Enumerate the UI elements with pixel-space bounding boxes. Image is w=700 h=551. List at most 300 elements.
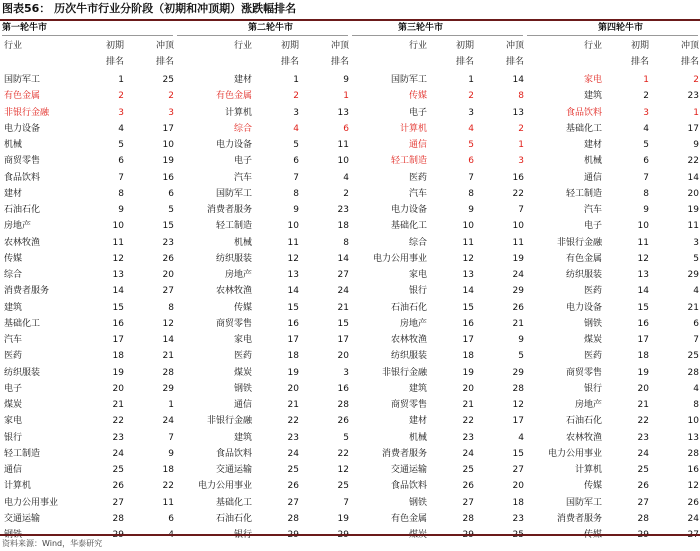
peak-rank: 17 [687, 123, 699, 134]
peak-rank: 14 [512, 75, 524, 85]
peak-rank: 9 [168, 448, 174, 459]
peak-rank: 11 [162, 497, 174, 508]
peak-rank: 8 [343, 237, 349, 248]
industry-name: 轻工制造 [565, 188, 602, 199]
early-rank: 15 [112, 302, 124, 313]
industry-name: 钢铁 [233, 383, 252, 394]
peak-rank: 7 [693, 335, 699, 345]
early-rank: 6 [468, 156, 474, 167]
industry-name: 银行 [4, 432, 23, 443]
peak-rank: 21 [512, 318, 524, 329]
peak-rank: 10 [162, 140, 174, 150]
industry-name: 煤炭 [4, 400, 23, 410]
peak-rank: 23 [687, 91, 699, 102]
early-rank: 12 [637, 253, 649, 264]
peak-rank: 24 [512, 270, 524, 280]
industry-name: 纺织服装 [4, 367, 41, 378]
peak-rank: 28 [687, 367, 699, 378]
early-rank: 21 [637, 400, 649, 410]
peak-rank: 5 [693, 253, 699, 264]
industry-name: 商贸零售 [390, 400, 427, 410]
early-rank: 26 [637, 481, 649, 492]
early-rank: 26 [462, 481, 474, 492]
industry-name: 电力设备 [4, 123, 41, 134]
early-rank: 8 [118, 188, 124, 199]
industry-name: 传媒 [583, 481, 602, 492]
early-rank: 25 [637, 465, 649, 475]
peak-rank: 23 [512, 513, 524, 524]
industry-name: 基础化工 [565, 123, 602, 134]
bottom-rule [0, 534, 700, 536]
peak-rank: 29 [687, 270, 699, 280]
peak-rank: 20 [687, 188, 699, 199]
early-rank: 21 [112, 400, 124, 410]
early-rank: 8 [468, 188, 474, 199]
early-rank: 10 [637, 221, 649, 232]
industry-name: 农林牧渔 [215, 286, 252, 297]
early-rank: 19 [462, 367, 474, 378]
industry-name: 综合 [233, 123, 252, 134]
early-rank: 6 [293, 156, 299, 167]
industry-name: 纺织服装 [565, 270, 602, 280]
early-rank: 13 [637, 270, 649, 280]
peak-rank: 4 [343, 172, 349, 183]
header-early: 初期 [455, 41, 474, 51]
industry-name: 国防军工 [4, 75, 41, 85]
industry-name: 商贸零售 [4, 156, 41, 167]
industry-name: 建筑 [583, 91, 602, 102]
early-rank: 20 [462, 383, 474, 394]
header-early-rank: 排名 [105, 57, 124, 67]
early-rank: 27 [637, 497, 649, 508]
header-early: 初期 [630, 41, 649, 51]
peak-rank: 12 [337, 465, 349, 475]
peak-rank: 11 [687, 221, 699, 232]
peak-rank: 19 [337, 513, 349, 524]
industry-name: 石油石化 [390, 302, 427, 313]
industry-name: 传媒 [233, 302, 252, 313]
early-rank: 7 [468, 172, 474, 183]
round-table [0, 21, 175, 534]
industry-name: 轻工制造 [390, 156, 427, 167]
industry-name: 纺织服装 [390, 351, 427, 362]
industry-name: 食品饮料 [565, 107, 602, 118]
industry-name: 医药 [233, 351, 252, 362]
peak-rank: 27 [162, 286, 174, 297]
early-rank: 1 [293, 75, 299, 85]
peak-rank: 13 [337, 107, 349, 118]
industry-name: 钢铁 [408, 497, 427, 508]
peak-rank: 2 [343, 188, 349, 199]
industry-name: 基础化工 [4, 318, 41, 329]
header-peak-rank: 排名 [330, 57, 349, 67]
early-rank: 24 [287, 448, 299, 459]
early-rank: 21 [287, 400, 299, 410]
peak-rank: 26 [512, 302, 524, 313]
early-rank: 16 [112, 318, 124, 329]
peak-rank: 8 [518, 91, 524, 102]
peak-rank: 9 [518, 335, 524, 345]
industry-name: 钢铁 [583, 318, 602, 329]
industry-name: 医药 [583, 351, 602, 362]
peak-rank: 29 [512, 367, 524, 378]
early-rank: 22 [637, 416, 649, 427]
peak-rank: 22 [512, 188, 524, 199]
early-rank: 25 [462, 465, 474, 475]
industry-name: 煤炭 [583, 335, 602, 345]
early-rank: 3 [468, 107, 474, 118]
early-rank: 11 [462, 237, 474, 248]
peak-rank: 11 [337, 140, 349, 150]
industry-name: 银行 [408, 286, 427, 297]
early-rank: 23 [287, 432, 299, 443]
early-rank: 2 [293, 91, 299, 102]
peak-rank: 6 [168, 188, 174, 199]
industry-name: 建材 [408, 416, 427, 427]
peak-rank: 17 [512, 416, 524, 427]
industry-name: 基础化工 [390, 221, 427, 232]
early-rank: 28 [112, 513, 124, 524]
round-table [525, 21, 700, 534]
peak-rank: 26 [337, 416, 349, 427]
industry-name: 计算机 [4, 481, 32, 492]
peak-rank: 14 [162, 335, 174, 345]
header-industry: 行业 [4, 41, 23, 51]
industry-name: 家电 [4, 416, 23, 427]
industry-name: 电力公用事业 [197, 481, 252, 492]
early-rank: 9 [643, 205, 649, 215]
industry-name: 非银行金融 [4, 107, 50, 118]
peak-rank: 28 [687, 448, 699, 459]
peak-rank: 7 [518, 205, 524, 215]
source-note: 资料来源：Wind，华泰研究 [2, 539, 103, 548]
early-rank: 10 [112, 221, 124, 232]
early-rank: 17 [112, 335, 124, 345]
industry-name: 建材 [4, 188, 23, 199]
early-rank: 14 [637, 286, 649, 297]
industry-name: 石油石化 [215, 513, 252, 524]
early-rank: 26 [287, 481, 299, 492]
header-divider [527, 35, 698, 36]
industry-name: 家电 [583, 75, 602, 85]
header-divider [2, 35, 173, 36]
peak-rank: 25 [687, 351, 699, 362]
industry-name: 有色金属 [390, 513, 427, 524]
industry-name: 计算机 [574, 465, 602, 475]
industry-name: 消费者服务 [381, 448, 427, 459]
peak-rank: 3 [168, 107, 174, 118]
industry-name: 消费者服务 [556, 513, 602, 524]
industry-name: 农林牧渔 [565, 432, 602, 443]
header-divider [177, 35, 348, 36]
early-rank: 25 [287, 465, 299, 475]
round-title: 第二轮牛市 [248, 23, 294, 33]
peak-rank: 7 [343, 497, 349, 508]
early-rank: 18 [637, 351, 649, 362]
early-rank: 19 [637, 367, 649, 378]
industry-name: 医药 [583, 286, 602, 297]
industry-name: 煤炭 [233, 367, 252, 378]
peak-rank: 9 [343, 75, 349, 85]
early-rank: 5 [468, 140, 474, 150]
early-rank: 5 [293, 140, 299, 150]
early-rank: 4 [293, 123, 299, 134]
industry-name: 消费者服务 [206, 205, 252, 215]
peak-rank: 16 [162, 172, 174, 183]
round-title: 第三轮牛市 [398, 23, 444, 33]
peak-rank: 15 [512, 448, 524, 459]
peak-rank: 7 [168, 432, 174, 443]
industry-name: 汽车 [408, 188, 427, 199]
header-peak-rank: 排名 [505, 57, 524, 67]
early-rank: 13 [462, 270, 474, 280]
early-rank: 18 [287, 351, 299, 362]
early-rank: 22 [112, 416, 124, 427]
industry-name: 有色金属 [4, 91, 41, 102]
header-peak: 冲顶 [155, 41, 174, 51]
industry-name: 汽车 [233, 172, 252, 183]
early-rank: 18 [112, 351, 124, 362]
early-rank: 1 [468, 75, 474, 85]
industry-name: 通信 [4, 465, 23, 475]
peak-rank: 27 [512, 465, 524, 475]
peak-rank: 1 [168, 400, 174, 410]
early-rank: 18 [462, 351, 474, 362]
figure-title: 图表56： 历次牛市行业分阶段（初期和冲顶期）涨跌幅排名 [2, 2, 297, 15]
peak-rank: 16 [512, 172, 524, 183]
peak-rank: 19 [512, 253, 524, 264]
early-rank: 28 [637, 513, 649, 524]
early-rank: 22 [287, 416, 299, 427]
early-rank: 20 [637, 383, 649, 394]
industry-name: 建筑 [4, 302, 23, 313]
header-peak: 冲顶 [505, 41, 524, 51]
peak-rank: 19 [687, 205, 699, 215]
industry-name: 农林牧渔 [390, 335, 427, 345]
early-rank: 16 [462, 318, 474, 329]
peak-rank: 29 [162, 383, 174, 394]
early-rank: 17 [462, 335, 474, 345]
early-rank: 13 [287, 270, 299, 280]
peak-rank: 22 [337, 448, 349, 459]
peak-rank: 23 [162, 237, 174, 248]
peak-rank: 4 [693, 286, 699, 297]
industry-name: 建材 [233, 75, 252, 85]
early-rank: 12 [462, 253, 474, 264]
industry-name: 电力公用事业 [372, 253, 427, 264]
header-peak: 冲顶 [680, 41, 699, 51]
industry-name: 通信 [408, 140, 427, 150]
industry-name: 综合 [408, 237, 427, 248]
early-rank: 1 [643, 75, 649, 85]
peak-rank: 20 [512, 481, 524, 492]
industry-name: 建筑 [233, 432, 252, 443]
early-rank: 15 [462, 302, 474, 313]
industry-name: 建筑 [408, 383, 427, 394]
industry-name: 石油石化 [565, 416, 602, 427]
early-rank: 23 [112, 432, 124, 443]
industry-name: 非银行金融 [206, 416, 252, 427]
early-rank: 1 [118, 75, 124, 85]
industry-name: 机械 [4, 140, 23, 150]
peak-rank: 26 [687, 497, 699, 508]
industry-name: 农林牧渔 [4, 237, 41, 248]
early-rank: 3 [643, 107, 649, 118]
early-rank: 21 [462, 400, 474, 410]
peak-rank: 15 [337, 318, 349, 329]
early-rank: 14 [287, 286, 299, 297]
early-rank: 3 [293, 107, 299, 118]
industry-name: 家电 [408, 270, 427, 280]
peak-rank: 19 [162, 156, 174, 167]
early-rank: 23 [462, 432, 474, 443]
industry-name: 基础化工 [215, 497, 252, 508]
early-rank: 26 [112, 481, 124, 492]
peak-rank: 20 [337, 351, 349, 362]
peak-rank: 18 [162, 465, 174, 475]
peak-rank: 4 [518, 432, 524, 443]
industry-name: 国防军工 [565, 497, 602, 508]
round-table [175, 21, 350, 534]
early-rank: 16 [637, 318, 649, 329]
industry-name: 电力公用事业 [547, 448, 602, 459]
peak-rank: 21 [687, 302, 699, 313]
industry-name: 交通运输 [4, 513, 41, 524]
industry-name: 汽车 [4, 335, 23, 345]
industry-name: 传媒 [4, 253, 23, 264]
early-rank: 7 [643, 172, 649, 183]
peak-rank: 12 [512, 400, 524, 410]
early-rank: 28 [462, 513, 474, 524]
peak-rank: 12 [162, 318, 174, 329]
early-rank: 24 [112, 448, 124, 459]
industry-name: 食品饮料 [4, 172, 41, 183]
peak-rank: 2 [518, 123, 524, 134]
peak-rank: 4 [693, 383, 699, 394]
industry-name: 纺织服装 [215, 253, 252, 264]
industry-name: 房地产 [4, 221, 32, 232]
industry-name: 房地产 [399, 318, 427, 329]
peak-rank: 10 [337, 156, 349, 167]
peak-rank: 17 [337, 335, 349, 345]
early-rank: 25 [112, 465, 124, 475]
early-rank: 12 [287, 253, 299, 264]
industry-name: 机械 [233, 237, 252, 248]
header-industry: 行业 [233, 41, 252, 51]
early-rank: 8 [643, 188, 649, 199]
early-rank: 5 [118, 140, 124, 150]
peak-rank: 29 [512, 286, 524, 297]
peak-rank: 18 [512, 497, 524, 508]
early-rank: 11 [112, 237, 124, 248]
early-rank: 2 [643, 91, 649, 102]
peak-rank: 18 [337, 221, 349, 232]
early-rank: 10 [287, 221, 299, 232]
early-rank: 7 [118, 172, 124, 183]
early-rank: 20 [287, 383, 299, 394]
peak-rank: 20 [162, 270, 174, 280]
peak-rank: 1 [518, 140, 524, 150]
early-rank: 24 [637, 448, 649, 459]
peak-rank: 28 [337, 400, 349, 410]
header-early-rank: 排名 [455, 57, 474, 67]
early-rank: 9 [293, 205, 299, 215]
early-rank: 10 [462, 221, 474, 232]
early-rank: 22 [462, 416, 474, 427]
peak-rank: 26 [162, 253, 174, 264]
early-rank: 17 [637, 335, 649, 345]
peak-rank: 10 [687, 416, 699, 427]
early-rank: 4 [468, 123, 474, 134]
header-peak-rank: 排名 [155, 57, 174, 67]
industry-name: 电子 [4, 383, 23, 394]
early-rank: 23 [637, 432, 649, 443]
industry-name: 电力设备 [390, 205, 427, 215]
early-rank: 11 [287, 237, 299, 248]
industry-name: 商贸零售 [215, 318, 252, 329]
industry-name: 食品饮料 [215, 448, 252, 459]
early-rank: 4 [643, 123, 649, 134]
header-industry: 行业 [583, 41, 602, 51]
early-rank: 8 [293, 188, 299, 199]
peak-rank: 10 [512, 221, 524, 232]
early-rank: 19 [112, 367, 124, 378]
peak-rank: 28 [162, 367, 174, 378]
peak-rank: 21 [337, 302, 349, 313]
peak-rank: 1 [343, 91, 349, 102]
industry-name: 非银行金融 [381, 367, 427, 378]
industry-name: 交通运输 [390, 465, 427, 475]
early-rank: 12 [112, 253, 124, 264]
early-rank: 14 [462, 286, 474, 297]
early-rank: 16 [287, 318, 299, 329]
industry-name: 家电 [233, 335, 252, 345]
peak-rank: 16 [687, 465, 699, 475]
industry-name: 商贸零售 [565, 367, 602, 378]
peak-rank: 11 [512, 237, 524, 248]
peak-rank: 14 [687, 172, 699, 183]
peak-rank: 28 [512, 383, 524, 394]
early-rank: 2 [468, 91, 474, 102]
peak-rank: 23 [337, 205, 349, 215]
industry-name: 机械 [583, 156, 602, 167]
industry-name: 电力设备 [565, 302, 602, 313]
industry-name: 国防军工 [390, 75, 427, 85]
industry-name: 房地产 [574, 400, 602, 410]
peak-rank: 27 [337, 270, 349, 280]
round-title: 第四轮牛市 [598, 23, 644, 33]
industry-name: 计算机 [224, 107, 252, 118]
peak-rank: 15 [162, 221, 174, 232]
industry-name: 汽车 [583, 205, 602, 215]
industry-name: 通信 [583, 172, 602, 183]
peak-rank: 25 [337, 481, 349, 492]
industry-name: 综合 [4, 270, 23, 280]
peak-rank: 13 [687, 432, 699, 443]
peak-rank: 24 [162, 416, 174, 427]
industry-name: 电子 [583, 221, 602, 232]
early-rank: 13 [112, 270, 124, 280]
industry-name: 石油石化 [4, 205, 41, 215]
early-rank: 15 [287, 302, 299, 313]
header-early: 初期 [280, 41, 299, 51]
peak-rank: 24 [337, 286, 349, 297]
peak-rank: 8 [168, 302, 174, 313]
header-peak: 冲顶 [330, 41, 349, 51]
industry-name: 建材 [583, 140, 602, 150]
peak-rank: 13 [512, 107, 524, 118]
early-rank: 24 [462, 448, 474, 459]
